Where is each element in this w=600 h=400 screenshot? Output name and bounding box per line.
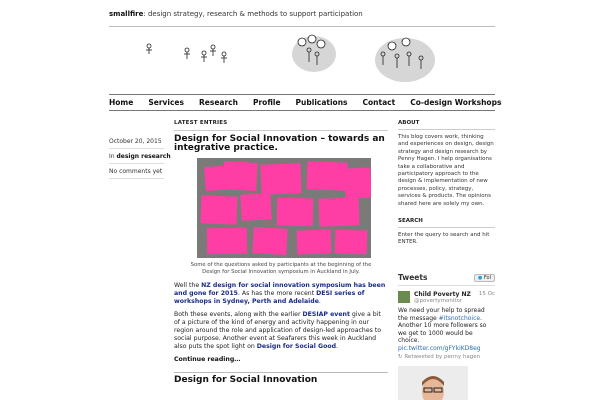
retweet-info: ↻ Retweeted by penny hagen <box>398 354 481 360</box>
desiap-link[interactable]: DESIAP event <box>302 311 350 318</box>
photo-caption: Some of the questions asked by participants at the beginning of the Design for Social Innovation symposium in Auckland in July. <box>190 262 372 275</box>
sticky-note <box>240 193 271 221</box>
twitter-header <box>398 273 495 286</box>
post-divider <box>174 372 388 373</box>
follow-button[interactable]: ● Fol <box>474 274 495 282</box>
post-category <box>109 151 171 164</box>
sticky-note <box>222 161 257 191</box>
header-divider <box>109 26 495 27</box>
post-meta <box>109 136 171 181</box>
person-photo-icon <box>398 366 468 400</box>
design-social-good-link[interactable]: Design for Social Good <box>256 343 336 350</box>
sticky-note <box>344 167 371 198</box>
main-content <box>174 120 388 385</box>
stick-figures-illustration <box>109 32 495 90</box>
nav-research[interactable]: Research <box>199 98 238 107</box>
sticky-note <box>335 229 368 254</box>
twitter-widget <box>398 273 495 400</box>
nav-services[interactable]: Services <box>148 98 184 107</box>
category-prefix: In <box>109 153 117 160</box>
latest-entries-heading: LATEST ENTRIES <box>174 120 388 131</box>
sticky-note <box>201 195 238 224</box>
desi-workshops-link[interactable]: DESI series of workshops in Sydney, Perth and Adelaide <box>174 290 365 305</box>
site-tagline: : design strategy, research & methods to support participation <box>143 10 363 18</box>
sticky-note <box>297 229 332 254</box>
continue-reading-link[interactable]: Continue reading… <box>174 356 241 363</box>
avatar[interactable] <box>398 291 410 303</box>
next-post-title[interactable]: Design for Social Innovation <box>174 375 318 385</box>
nav-home[interactable]: Home <box>109 98 134 107</box>
site-header <box>109 10 495 18</box>
tweet-media-link[interactable]: pic.twitter.com/gFYkiKD8eg <box>398 344 481 352</box>
tweet-handle[interactable]: @povertymonitor <box>414 298 463 304</box>
nav-co-design-workshops[interactable]: Co-design Workshops <box>410 98 502 107</box>
hashtag-link[interactable]: #itsnotchoice <box>438 314 481 322</box>
sticky-note <box>277 198 313 227</box>
post-paragraph-1: Well the NZ design for social innovation symposium has been and gone for 2015. As has the more recent DESI series of workshops in Sydney, Perth and Adelaide. <box>174 282 386 305</box>
twitter-bird-icon: ● <box>477 274 483 281</box>
nav-profile[interactable]: Profile <box>252 98 281 107</box>
retweet-icon: ↻ <box>398 354 403 360</box>
sidebar <box>398 120 495 257</box>
nav-contact[interactable]: Contact <box>362 98 396 107</box>
tweets-title: Tweets <box>398 273 428 282</box>
category-link[interactable]: design research <box>116 153 171 160</box>
symposium-link[interactable]: NZ design for social innovation symposium has been and gone for 2015 <box>174 282 386 297</box>
sticky-note <box>260 163 301 194</box>
sticky-note <box>252 227 287 255</box>
banner-illustration <box>109 32 495 90</box>
main-nav <box>109 94 502 111</box>
sticky-note <box>307 161 348 190</box>
post-date: October 20, 2015 <box>109 136 164 149</box>
about-heading: ABOUT <box>398 120 495 130</box>
tweet-author[interactable]: Child Poverty NZ <box>414 291 471 298</box>
site-name[interactable]: smallfire <box>109 10 144 18</box>
post-paragraph-2: Both these events, along with the earlier DESIAP event give a bit of a picture of the kind of energy and activity happening in our region around the role and application of design-led approaches to social purpose. Another event at Seafarers this week in Auckland also puts the spot light on Design for Social Good. <box>174 311 382 350</box>
post-photo <box>197 158 371 258</box>
about-text: This blog covers work, thinking and experiences on design, design strategy and design research by Penny Hagen. I help organisations take a collaborative and participatory approach to the design & implementation of new processes, policy, strategy, services & products. The opinions shared here are solely my own. <box>398 134 494 207</box>
tweet-time[interactable]: 15 Oc <box>478 291 495 297</box>
sticky-note <box>319 197 360 226</box>
comments-link[interactable]: No comments yet <box>109 166 164 179</box>
post-title[interactable]: Design for Social Innovation – towards an integrative practice. <box>174 134 385 153</box>
search-instructions: Enter the query to search and hit ENTER. <box>398 232 490 246</box>
tweet-text: We need your help to spread the message #itsnotchoice. Another 10 more followers so we get to 1000 would be choice. pic.twitter.com/gFYkiKD8eg <box>398 307 487 352</box>
sticky-note <box>207 228 247 255</box>
tweet-photo[interactable] <box>398 366 468 400</box>
search-heading: SEARCH <box>398 218 495 228</box>
tweet <box>398 291 495 400</box>
nav-publications[interactable]: Publications <box>295 98 348 107</box>
